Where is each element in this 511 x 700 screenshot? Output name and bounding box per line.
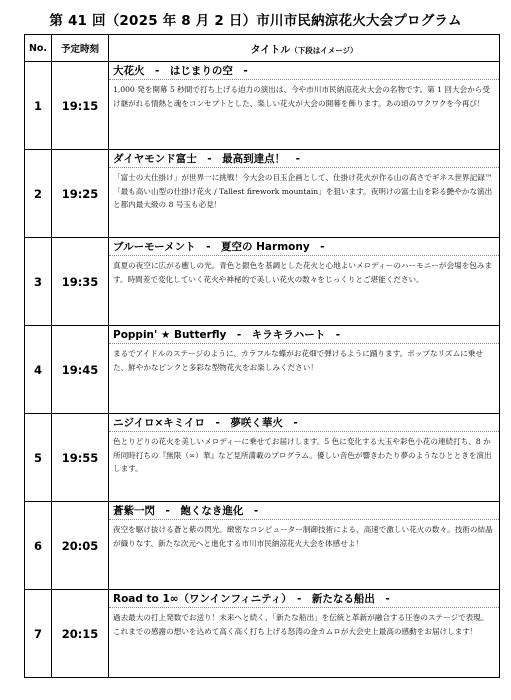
row-content <box>109 326 500 414</box>
program-title: ダイヤモンド富士 - 最高到達点！ - <box>109 150 499 168</box>
program-table <box>24 34 500 678</box>
program-description: 夜空を駆け抜ける蒼と紫の閃光。緻密なコンピューター制御技術による、高速で激しい花火の数々。技術の結晶が織りなす、新たな次元へと進化する市川市民納涼花火大会を体感せよ！ <box>113 525 493 548</box>
row-time: 19:25 <box>52 150 109 238</box>
program-description: 1,000 発を開幕 5 秒間で打ち上げる迫力の演出は、今や市川市民納涼花火大会の名物です。第 1 回大会から受け継がれる情熱と魂をコンセプトとした、楽しい花火が大会の開幕を飾ります。あの頃のワクワクを今再び！ <box>113 85 490 108</box>
row-content <box>109 502 500 590</box>
row-number: 6 <box>25 502 52 590</box>
header-no: No. <box>25 35 52 62</box>
header-title <box>109 35 500 62</box>
table-row <box>25 150 500 238</box>
table-row <box>25 238 500 326</box>
program-title: ブルーモーメント - 夏空の Harmony - <box>109 238 499 256</box>
program-description: 真夏の夜空に広がる癒しの光。青色と銀色を基調とした花火と心地よいメロディーのハーモニーが会場を包みます。時間差で変化していく花火や神秘的で美しい花火の数々をじっくりとご堪能ください。 <box>113 261 493 284</box>
table-row <box>25 326 500 414</box>
row-time: 19:55 <box>52 414 109 502</box>
row-number: 3 <box>25 238 52 326</box>
program-title: 蒼紫一閃 - 飽くなき進化 - <box>109 502 499 520</box>
row-time: 19:45 <box>52 326 109 414</box>
row-content <box>109 414 500 502</box>
header-title-label: タイトル <box>250 44 291 56</box>
row-number: 1 <box>25 62 52 150</box>
row-content <box>109 590 500 678</box>
table-header-row <box>25 35 500 62</box>
program-title: Poppin' ★ Butterfly - キラキラハート - <box>109 326 499 344</box>
header-time: 予定時刻 <box>52 35 109 62</box>
row-content <box>109 62 500 150</box>
program-title: Road to 1∞（ワンインフィニティ） - 新たなる船出 - <box>109 590 499 608</box>
row-time: 20:05 <box>52 502 109 590</box>
table-row <box>25 502 500 590</box>
row-time: 19:35 <box>52 238 109 326</box>
row-number: 5 <box>25 414 52 502</box>
row-number: 4 <box>25 326 52 414</box>
row-content <box>109 150 500 238</box>
row-time: 19:15 <box>52 62 109 150</box>
program-description: 過去最大の打上発数でお送り！未来へと続く、「新たな船出」を伝統と革新が融合する圧巻のステージで表現。これまでの感謝の想いを込めて高く高く打ち上げる怒涛の金カムロが大会史上最高の感動をお届けします！ <box>113 613 489 636</box>
row-number: 7 <box>25 590 52 678</box>
table-row <box>25 414 500 502</box>
row-number: 2 <box>25 150 52 238</box>
header-title-note: （下段はイメージ） <box>290 45 358 55</box>
program-title: ニジイロ×キミイロ - 夢咲く華火 - <box>109 414 499 432</box>
table-row <box>25 62 500 150</box>
row-time: 20:15 <box>52 590 109 678</box>
row-content <box>109 238 500 326</box>
program-description: まるでアイドルのステージのように、カラフルな蝶がお花畑で弾けるように踊ります。ポップなリズムに乗せた、鮮やかなピンクと多彩な型物花火をお楽しみください！ <box>113 349 483 372</box>
program-description: 「富士の大仕掛け」が世界一に挑戦！今大会の目玉企画として、仕掛け花火が作る山の高さでギネス世界記録™「最も高い山型の仕掛け花火 / Tallest firework mountain」を狙います。夜明けの富士山を彩る艶やかな演出と都内最大級の 8 号玉も必見！ <box>113 173 493 210</box>
program-description: 色とりどりの花火を美しいメロディーに乗せてお届けします。5 色に変化する大玉や彩色小花の連続打ち、8 か所同時打ちの『無限（∞）華』など見所満載のプログラム。優しい音色が響きわたり夢のようなひとときを演出します。 <box>113 437 492 474</box>
program-title: 大花火 - はじまりの空 - <box>109 62 499 80</box>
page-title: 第 41 回（2025 年 8 月 2 日）市川市民納涼花火大会プログラム <box>49 13 462 29</box>
table-row <box>25 590 500 678</box>
